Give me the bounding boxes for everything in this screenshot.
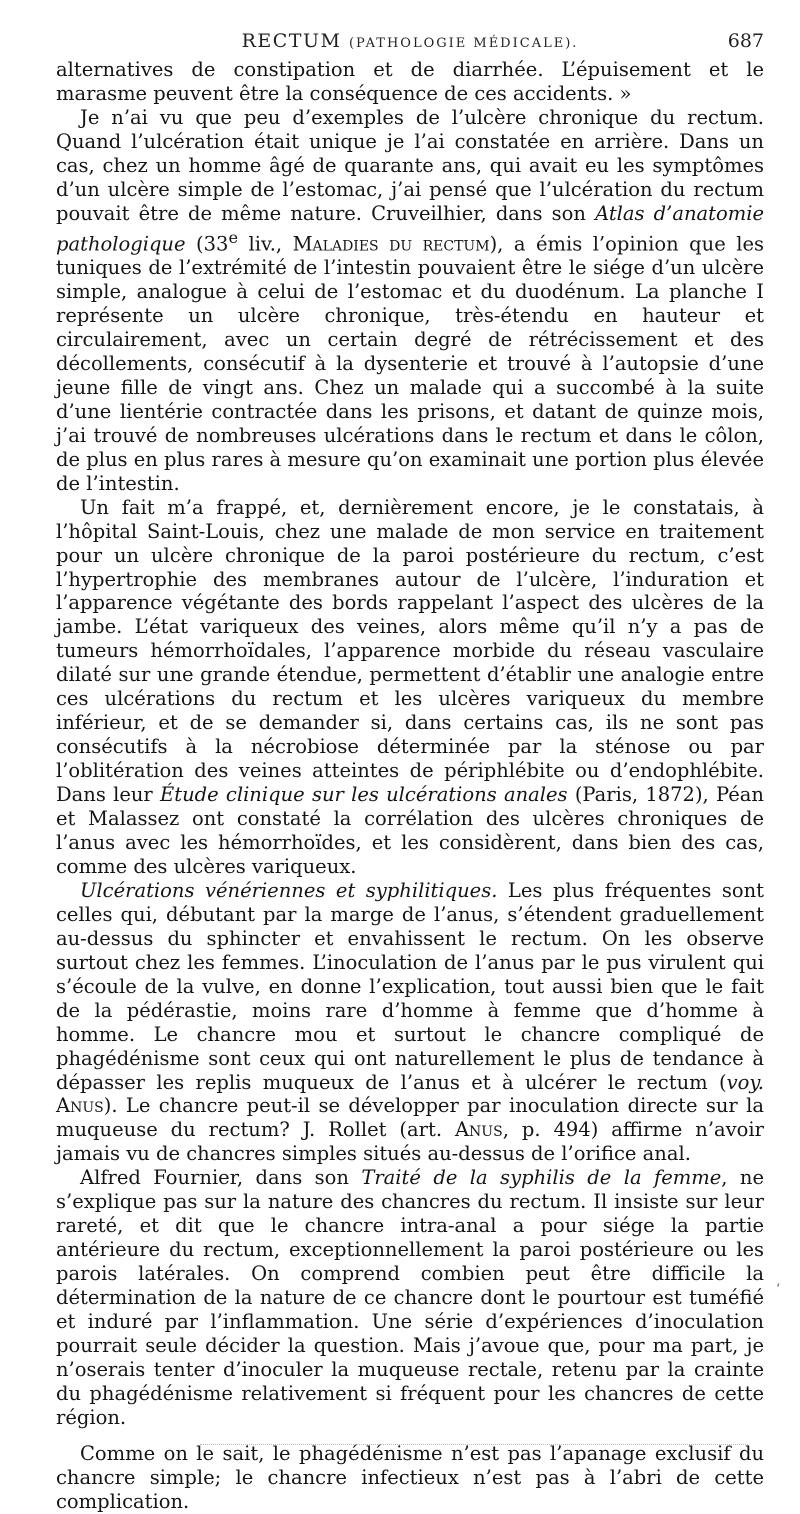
paragraph-text: Un fait m’a frappé, et, dernièrement encore, je le constatais, à l’hôpital Saint-Louis, chez une malade de mon service en traitement pour un ulcère chronique de la paroi postérieure du rectum, c’est l’hypertrophie des membranes autour de l’ulcère, l’induration et l’apparence végétante des bords rappelant l’aspect des ulcères de la jambe. L’état variqueux des veines, alors même qu’il n’y a pas de tumeurs hémorrhoïdales, l’apparence morbide du réseau vasculaire dilaté sur une grande étendue, permettent d’établir une analogie entre ces ulcérations du rectum et les ulcères variqueux du membre inférieur, et de se demander si, dans certains cas, ils ne sont pas consécutifs à la nécrobiose déterminée par la sténose ou par l’oblitération des veines atteintes de périphlébite ou d’endophlébite. Dans leur xyxy=(56,495,764,807)
running-title xyxy=(56,30,764,52)
paragraph-text: ). Le chancre peut-il se développer par inoculation directe sur la muqueuse du rectum? J. Rollet (art. xyxy=(56,1094,764,1142)
book-title-etude: Étude clinique sur les ulcérations anales xyxy=(160,783,568,807)
paragraph-text: Alfred Fournier, dans son xyxy=(80,1166,362,1190)
paragraph-text: Comme on le sait, le phagédénisme n’est pas l’apanage exclusif du chancre simple; le chancre infectieux n’est pas à l’abri de cette complication. xyxy=(56,1441,764,1513)
margin-smudge-mark: ʻ xyxy=(776,1282,781,1297)
paragraph-text: Je n’ai vu que peu d’exemples de l’ulcère chronique du rectum. Quand l’ulcération était unique je l’ai constatée en arrière. Dans un cas, chez un homme âgé de quarante ans, qui avait eu les symptômes d’un ulcère simple de l’estomac, j’ai pensé que l’ulcération du rectum pouvait être de même nature. Cruveilhier, dans son xyxy=(56,105,764,225)
citation-anus: Anus xyxy=(454,1118,503,1142)
running-header xyxy=(56,30,764,54)
cross-reference-anus: Anus xyxy=(56,1094,104,1118)
running-title-subtitle: (PATHOLOGIE MÉDICALE). xyxy=(348,36,579,51)
paragraph-text: , ne s’explique pas sur la nature des chancres du rectum. Il insiste sur leur rareté, et dit que le chancre intra-anal a pour siége la partie antérieure du rectum, exceptionnellement la paroi postérieure ou les parois latérales. On comprend combien peut être difficile la détermination de la nature de ce chancre dont le pourtour est tuméfié et induré par l’inflammation. Une série d’expériences d’inoculation pourrait seule décider la question. Mais j’avoue que, pour ma part, je n’oserais tenter d’inoculer la muqueuse rectale, retenu par la crainte du phagédénisme relativement si fréquent pour les chancres de cette région. xyxy=(56,1166,765,1429)
paragraph-chronic-ulcer xyxy=(56,106,764,496)
paragraph-text: liv., xyxy=(238,232,293,256)
section-reference: Maladies du rectum xyxy=(292,232,490,256)
running-title-main: RECTUM xyxy=(241,30,342,52)
section-heading-italic: Ulcérations vénériennes et syphilitiques. xyxy=(80,878,498,902)
paragraph-continuation xyxy=(56,58,764,106)
paragraph-text: ), a émis l’opinion que les tuniques de l’extrémité de l’intestin pouvaient être le siége d’un ulcère simple, analogue à celui de l’estomac et du duodénum. La planche I représente un ulcère chronique, très-étendu en hauteur et circulairement, avec un certain degré de rétrécissement et des décollements, consécutif à la dysenterie et trouvé à l’autopsie d’une jeune fille de vingt ans. Chez un malade qui a succombé à la suite d’une lientérie contractée dans les prisons, et datant de quinze mois, j’ai trouvé de nombreuses ulcérations dans le rectum et dans le côlon, de plus en plus rares à mesure qu’on examinait une portion plus élevée de l’intestin. xyxy=(56,232,764,495)
paragraph-text: (Paris, 1872), Péan et Malassez ont constaté la corrélation des ulcères chroniques de l’anus avec les hémorrhoïdes, et les considèrent, dans bien des cas, comme des ulcères variqueux. xyxy=(56,783,764,878)
paragraph-phagedenism xyxy=(56,1442,764,1514)
bottom-dotted-rule xyxy=(200,1444,748,1445)
book-title-traite: Traité de la syphilis de la femme xyxy=(361,1166,722,1190)
body-text xyxy=(56,58,764,1514)
paragraph-varicose-analogy xyxy=(56,496,764,879)
paragraph-text: (33 xyxy=(185,232,229,256)
ordinal-superscript: e xyxy=(228,227,239,247)
page-number: 687 xyxy=(727,30,764,52)
paragraph-text: alternatives de constipation et de diarrhée. L’épuisement et le marasme peuvent être la conséquence de ces accidents. » xyxy=(56,58,764,105)
cross-reference-voy: voy. xyxy=(726,1070,764,1094)
paragraph-venereal-ulcers xyxy=(56,879,764,1166)
book-title-atlas: Atlas d’anatomie pathologique xyxy=(56,201,764,256)
paragraph-text: Les plus fréquentes sont celles qui, débutant par la marge de l’anus, s’étendent graduellement au-dessus du sphincter et envahissent le rectum. On les observe surtout chez les femmes. L’inoculation de l’anus par le pus virulent qui s’écoule de la vulve, en donne l’explication, tout aussi bien que le fait de la pédérastie, moins rare d’homme à femme que d’homme à homme. Le chancre mou et surtout le chancre compliqué de phagédénisme sont ceux qui ont naturellement le plus de tendance à dépasser les replis muqueux de l’anus et à ulcérer le rectum ( xyxy=(56,878,764,1094)
paragraph-fournier xyxy=(56,1166,764,1429)
paragraph-text: , p. 494) affirme n’avoir jamais vu de chancres simples situés au-dessus de l’orifice anal. xyxy=(56,1118,764,1166)
